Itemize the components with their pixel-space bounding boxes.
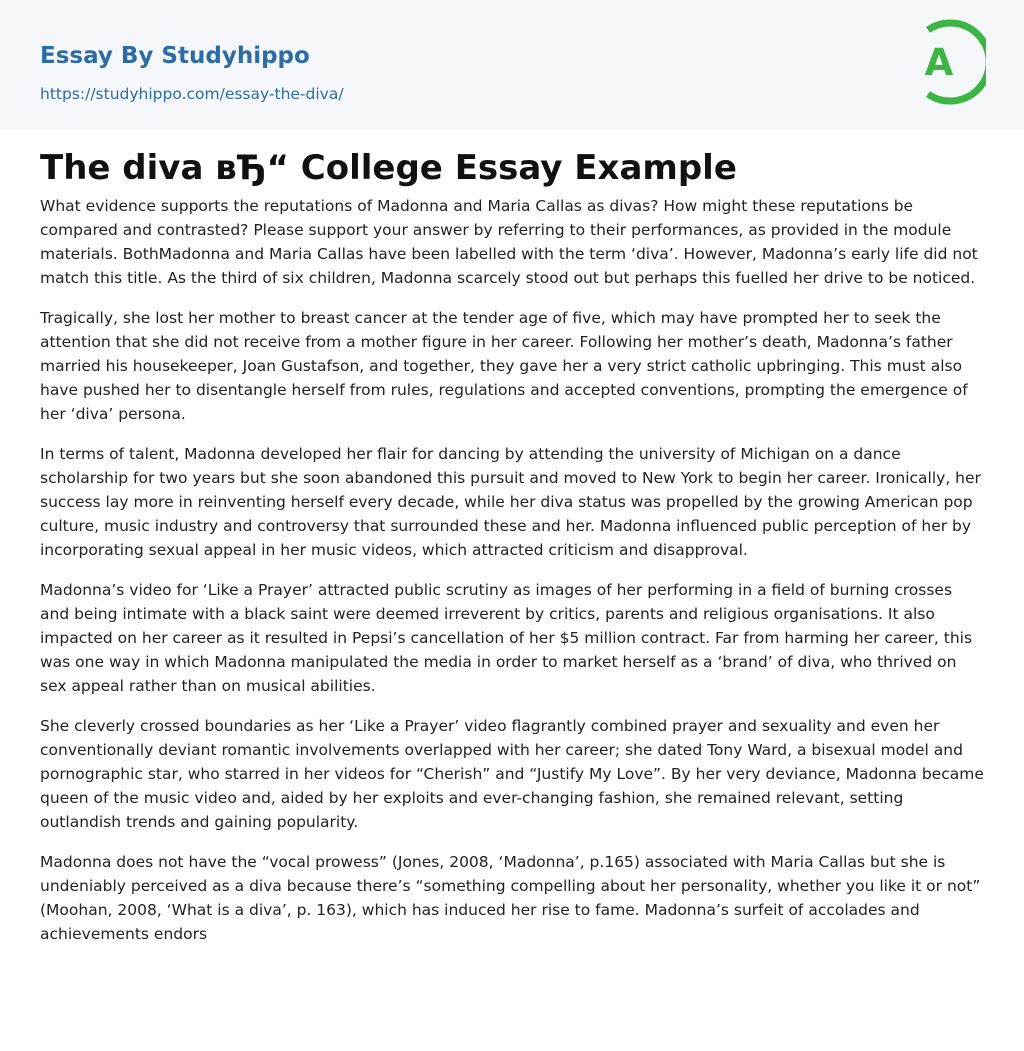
site-brand[interactable]: Essay By Studyhippo <box>40 43 310 69</box>
studyhippo-logo-icon[interactable] <box>912 19 986 105</box>
essay-paragraph: Madonna does not have the “vocal prowess” (Jones, 2008, ‘Madonna’, p.165) associated with Maria Callas but she is undeniably perceived as a diva because there’s “something compelling about her personality, whether you like it or not” (Moohan, 2008, ‘What is a diva’, p. 163), which has induced her rise to fame. Madonna’s surfeit of accolades and achievements endors <box>40 853 981 943</box>
logo-letter: A <box>924 41 954 84</box>
site-header <box>0 0 1024 129</box>
essay-body <box>40 194 986 962</box>
essay-paragraph: In terms of talent, Madonna developed her flair for dancing by attending the university of Michigan on a dance scholarship for two years but she soon abandoned this pursuit and moved to New York to begin her career. Ironically, her success lay more in reinventing herself every decade, while her diva status was propelled by the growing American pop culture, music industry and controversy that surrounded these and her. Madonna influenced public perception of her by incorporating sexual appeal in her music videos, which attracted criticism and disapproval. <box>40 445 981 559</box>
page-title: The diva вЂ“ College Essay Example <box>40 148 737 188</box>
essay-paragraph: She cleverly crossed boundaries as her ‘Like a Prayer’ video flagrantly combined prayer and sexuality and even her conventionally deviant romantic involvements overlapped with her career; she dated Tony Ward, a bisexual model and pornographic star, who starred in her videos for “Cherish” and “Justify My Love”. By her very deviance, Madonna became queen of the music video and, aided by her exploits and ever-changing fashion, she remained relevant, setting outlandish trends and gaining popularity. <box>40 717 984 831</box>
essay-paragraph: Madonna’s video for ‘Like a Prayer’ attracted public scrutiny as images of her performing in a field of burning crosses and being intimate with a black saint were deemed irreverent by critics, parents and religious organisations. It also impacted on her career as it resulted in Pepsi’s cancellation of her $5 million contract. Far from harming her career, this was one way in which Madonna manipulated the media in order to market herself as a ‘brand’ of diva, who thrived on sex appeal rather than on musical abilities. <box>40 581 973 695</box>
essay-url-link[interactable]: https://studyhippo.com/essay-the-diva/ <box>40 85 344 103</box>
essay-paragraph: What evidence supports the reputations of Madonna and Maria Callas as divas? How might these reputations be compared and contrasted? Please support your answer by referring to their performances, as provided in the module materials. BothMadonna and Maria Callas have been labelled with the term ‘diva’. However, Madonna’s early life did not match this title. As the third of six children, Madonna scarcely stood out but perhaps this fuelled her drive to be noticed. <box>40 197 978 287</box>
essay-paragraph: Tragically, she lost her mother to breast cancer at the tender age of five, which may have prompted her to seek the attention that she did not receive from a mother figure in her career. Following her mother’s death, Madonna’s father married his housekeeper, Joan Gustafson, and together, they gave her a very strict catholic upbringing. This must also have pushed her to disentangle herself from rules, regulations and accepted conventions, prompting the emergence of her ‘diva’ persona. <box>40 309 968 423</box>
